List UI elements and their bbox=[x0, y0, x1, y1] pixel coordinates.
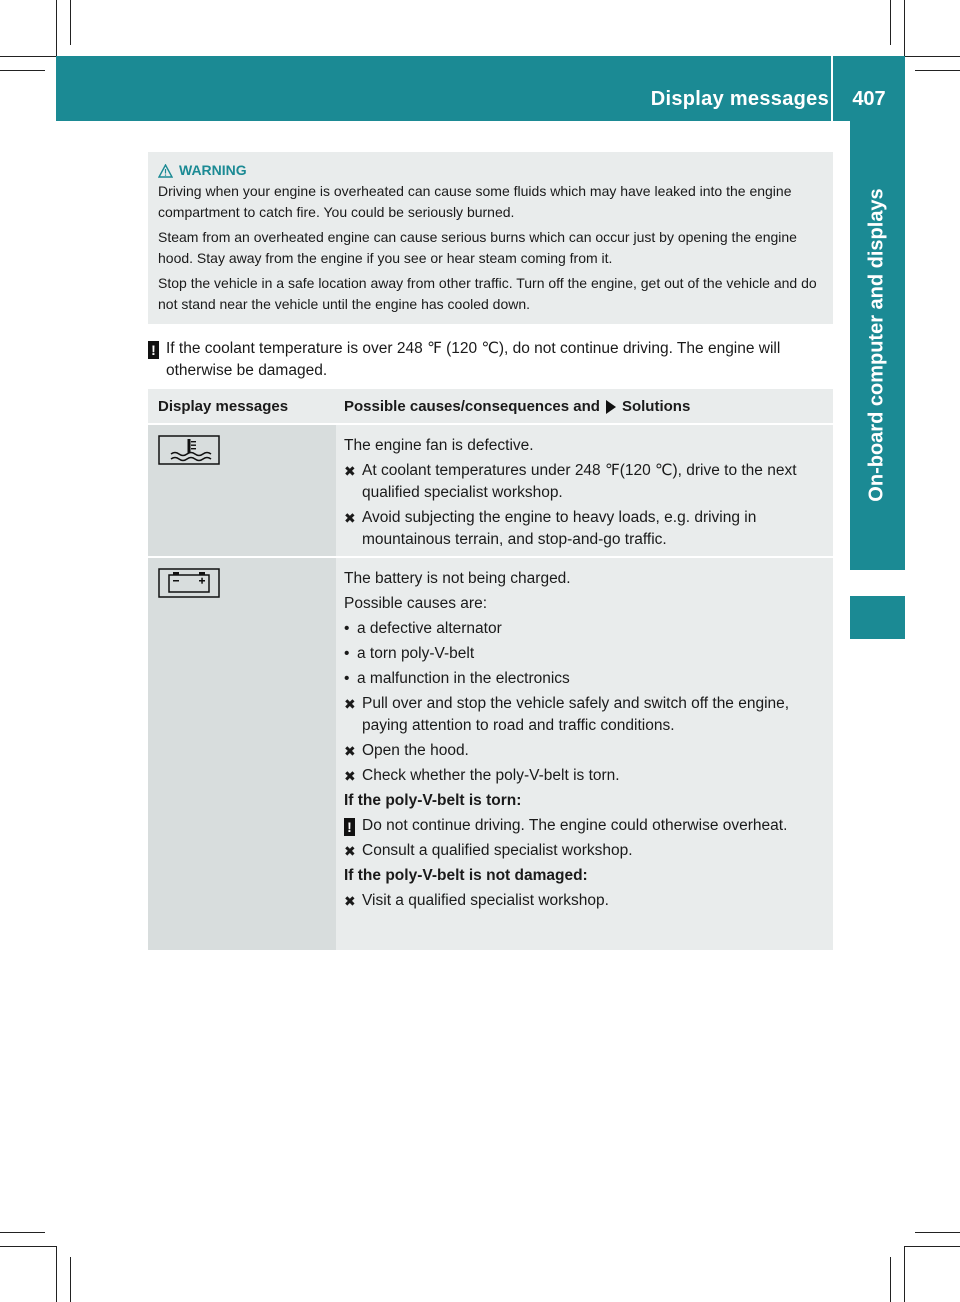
coolant-temperature-icon bbox=[158, 435, 220, 465]
crop-mark bbox=[890, 1257, 891, 1302]
arrow-right-icon bbox=[606, 400, 616, 414]
step-arrow-icon: ✖ bbox=[344, 843, 356, 859]
notice-text-cont: otherwise be damaged. bbox=[166, 362, 328, 379]
column-header-messages: Display messages bbox=[158, 398, 289, 415]
page-title: Display messages bbox=[650, 88, 829, 110]
step-arrow-icon: ✖ bbox=[344, 893, 356, 909]
list-item: • a torn poly-V-belt bbox=[344, 645, 475, 662]
subheading-torn: If the poly-V-belt is torn: bbox=[344, 792, 522, 809]
list-item: ✖ Open the hood. bbox=[344, 740, 825, 762]
row-intro: The engine fan is defective. bbox=[344, 437, 534, 454]
side-tab-label: On-board computer and displays bbox=[865, 188, 888, 502]
warning-paragraph: Stop the vehicle in a safe location away from other traffic. Turn off the engine, get out of the vehicle and do not stand near the vehicle until the engine has cooled down. bbox=[158, 275, 817, 312]
list-item: ✖ Visit a qualified specialist workshop. bbox=[344, 890, 825, 912]
step-arrow-icon: ✖ bbox=[344, 768, 356, 784]
list-item: ✖ At coolant temperatures under 248 ℉(120 ℃), drive to the next qualified specialist workshop. bbox=[344, 460, 825, 504]
table-row-content bbox=[336, 425, 833, 556]
list-item: ✖ Check whether the poly-V-belt is torn. bbox=[344, 765, 825, 787]
list-item: • a defective alternator bbox=[344, 620, 502, 637]
crop-mark bbox=[915, 1232, 960, 1233]
crop-mark bbox=[905, 1246, 960, 1247]
list-item: ✖ Avoid subjecting the engine to heavy loads, e.g. driving in mountainous terrain, and stop-and-go traffic. bbox=[344, 507, 825, 551]
step-arrow-icon: ✖ bbox=[344, 463, 356, 479]
row-intro: The battery is not being charged. bbox=[344, 570, 571, 587]
table-row-icon-cell bbox=[148, 425, 336, 556]
crop-mark bbox=[904, 1246, 905, 1302]
battery-icon bbox=[158, 568, 220, 598]
table-row-content bbox=[336, 558, 833, 950]
table-row-icon-cell bbox=[148, 558, 336, 950]
column-header-suffix: Solutions bbox=[621, 398, 691, 415]
side-tab-marker bbox=[850, 596, 905, 639]
crop-mark bbox=[70, 1257, 71, 1302]
crop-mark bbox=[70, 0, 71, 45]
crop-mark bbox=[0, 1232, 45, 1233]
warning-paragraph: Steam from an overheated engine can cause serious burns which can occur just by opening the engine hood. Stay away from the engine if you see or hear steam coming from it. bbox=[158, 229, 797, 266]
crop-mark bbox=[905, 56, 960, 57]
step-arrow-icon: ✖ bbox=[344, 743, 356, 759]
warning-paragraph: Driving when your engine is overheated can cause some fluids which may have leaked into the engine compartment to catch fire. You could be seriously burned. bbox=[158, 183, 792, 220]
list-item: • a malfunction in the electronics bbox=[344, 670, 570, 687]
column-header-causes bbox=[344, 398, 690, 415]
crop-mark bbox=[0, 56, 56, 57]
warning-heading bbox=[158, 160, 823, 181]
crop-mark bbox=[56, 0, 57, 56]
causes-label: Possible causes are: bbox=[344, 595, 488, 612]
warning-box bbox=[148, 152, 833, 324]
notice bbox=[148, 338, 838, 382]
crop-mark bbox=[0, 70, 45, 71]
crop-mark bbox=[915, 70, 960, 71]
list-item: ✖ Pull over and stop the vehicle safely and switch off the engine, paying attention to road and traffic conditions. bbox=[344, 693, 825, 737]
page-number: 407 bbox=[852, 88, 886, 110]
step-arrow-icon: ✖ bbox=[344, 696, 356, 712]
step-arrow-icon: ✖ bbox=[344, 510, 356, 526]
crop-mark bbox=[904, 0, 905, 56]
column-header-prefix: Possible causes/consequences and bbox=[344, 398, 600, 415]
table-header bbox=[148, 389, 833, 423]
crop-mark bbox=[890, 0, 891, 45]
torn-notice: ! Do not continue driving. The engine could otherwise overheat. bbox=[344, 815, 825, 837]
notice-text: If the coolant temperature is over 248 ℉ (120 ℃), do not continue driving. The engine will bbox=[166, 340, 781, 357]
warning-triangle-icon bbox=[158, 164, 173, 178]
subheading-ok: If the poly-V-belt is not damaged: bbox=[344, 867, 588, 884]
crop-mark bbox=[56, 1246, 57, 1302]
exclamation-icon: ! bbox=[148, 341, 159, 359]
list-item: ✖ Consult a qualified specialist workshop. bbox=[344, 840, 825, 862]
crop-mark bbox=[0, 1246, 56, 1247]
warning-label: WARNING bbox=[179, 162, 247, 178]
exclamation-icon: ! bbox=[344, 818, 355, 836]
